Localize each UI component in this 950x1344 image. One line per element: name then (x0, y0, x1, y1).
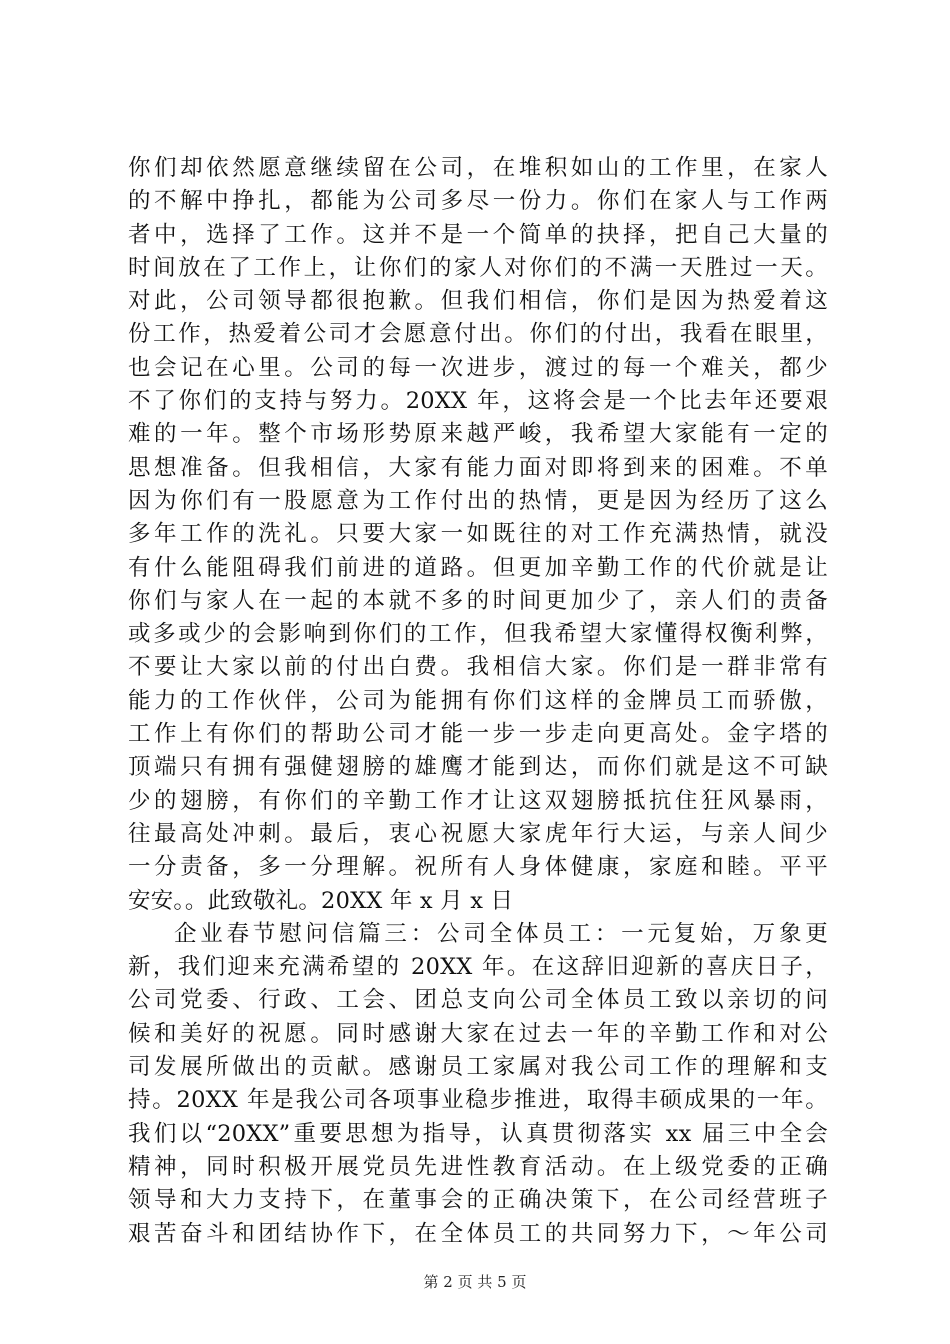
text-line: 你们与家人在一起的本就不多的时间更加少了，亲人们的责备 (128, 587, 828, 614)
text-line: 我们以“20XX”重要思想为指导，认真贯彻落实 xx 届三中全会 (128, 1120, 828, 1147)
page-number-footer: 第 2 页 共 5 页 (423, 1273, 527, 1291)
text-line: 艰苦奋斗和团结协作下，在全体员工的共同努力下，～年公司 (128, 1220, 828, 1247)
text-line: 时间放在了工作上，让你们的家人对你们的不满一天胜过一天。 (128, 254, 828, 281)
text-line: 候和美好的祝愿。同时感谢大家在过去一年的辛勤工作和对公 (128, 1020, 828, 1047)
text-line: 工作上有你们的帮助公司才能一步一步走向更高处。金字塔的 (128, 721, 828, 748)
text-line: 多年工作的洗礼。只要大家一如既往的对工作充满热情，就没 (128, 521, 828, 548)
text-line: 不要让大家以前的付出白费。我相信大家。你们是一群非常有 (128, 654, 828, 681)
text-line: 安安。。此致敬礼。20XX 年 x 月 x 日 (128, 887, 514, 914)
text-line: 能力的工作伙伴，公司为能拥有你们这样的金牌员工而骄傲， (128, 687, 828, 714)
document-body (128, 152, 828, 1251)
text-line: 或多或少的会影响到你们的工作，但我希望大家懂得权衡利弊， (128, 621, 828, 648)
text-line: 不了你们的支持与努力。20XX 年，这将会是一个比去年还要艰 (128, 388, 828, 415)
text-line-section-start: 企业春节慰问信篇三：公司全体员工：一元复始，万象更 (174, 920, 828, 947)
text-line: 少的翅膀，有你们的辛勤工作才让这双翅膀抵抗住狂风暴雨， (128, 787, 828, 814)
text-line: 的不解中挣扎，都能为公司多尽一份力。你们在家人与工作两 (128, 188, 828, 215)
text-line: 公司党委、行政、工会、团总支向公司全体员工致以亲切的问 (128, 987, 828, 1014)
text-line: 思想准备。但我相信，大家有能力面对即将到来的困难。不单 (128, 454, 828, 481)
text-line: 新，我们迎来充满希望的 20XX 年。在这辞旧迎新的喜庆日子， (128, 954, 828, 981)
text-line: 你们却依然愿意继续留在公司，在堆积如山的工作里，在家人 (128, 155, 828, 181)
text-line: 领导和大力支持下，在董事会的正确决策下，在公司经营班子 (128, 1187, 828, 1214)
text-line: 者中，选择了工作。这并不是一个简单的抉择，把自己大量的 (128, 221, 828, 248)
text-line: 精神，同时积极开展党员先进性教育活动。在上级党委的正确 (128, 1153, 828, 1180)
text-line: 一分责备，多一分理解。祝所有人身体健康，家庭和睦。平平 (128, 854, 828, 881)
text-line: 份工作，热爱着公司才会愿意付出。你们的付出，我看在眼里， (128, 321, 828, 348)
text-line: 顶端只有拥有强健翅膀的雄鹰才能到达，而你们就是这不可缺 (128, 754, 828, 781)
text-line: 持。20XX 年是我公司各项事业稳步推进，取得丰硕成果的一年。 (128, 1087, 828, 1114)
text-line: 难的一年。整个市场形势原来越严峻，我希望大家能有一定的 (128, 421, 828, 448)
text-line: 因为你们有一股愿意为工作付出的热情，更是因为经历了这么 (128, 487, 828, 514)
text-line: 有什么能阻碍我们前进的道路。但更加辛勤工作的代价就是让 (128, 554, 828, 581)
text-line: 往最高处冲刺。最后，衷心祝愿大家虎年行大运，与亲人间少 (128, 820, 828, 847)
text-line: 司发展所做出的贡献。感谢员工家属对我公司工作的理解和支 (128, 1054, 828, 1081)
text-line: 对此，公司领导都很抱歉。但我们相信，你们是因为热爱着这 (128, 288, 828, 315)
text-line: 也会记在心里。公司的每一次进步，渡过的每一个难关，都少 (128, 354, 828, 381)
